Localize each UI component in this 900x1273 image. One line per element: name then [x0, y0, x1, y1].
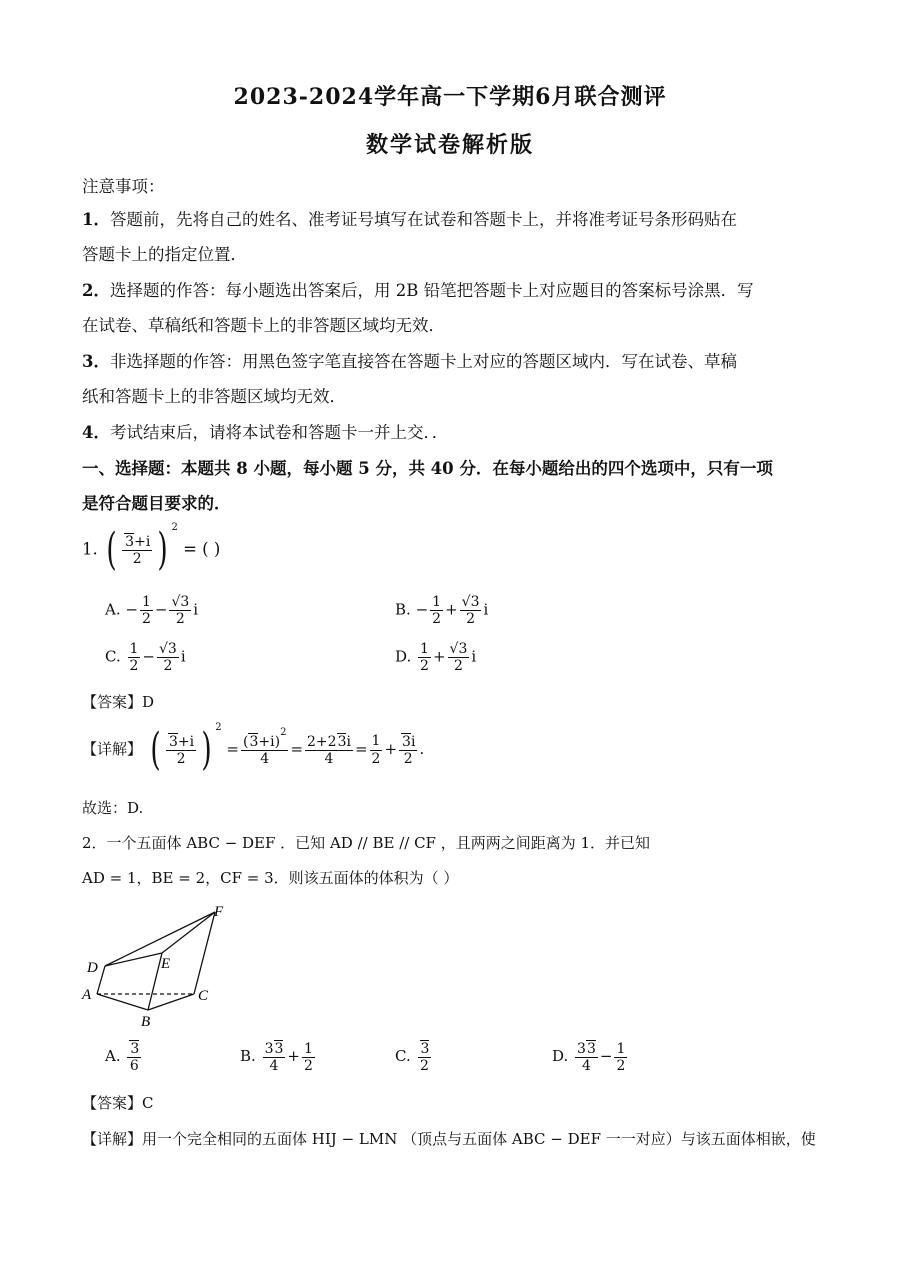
vertex-label-c: C: [198, 988, 209, 1004]
q2-stem-line1: 2．一个五面体 ABC − DEF ．已知 AD // BE // CF ，且两两之间距离为 1．并已知: [82, 834, 651, 852]
vertex-label-a: A: [82, 987, 92, 1003]
vertex-label-b: B: [141, 1014, 151, 1030]
pentahedron-figure: [78, 898, 238, 1038]
q1-option-b: B. − $\frac{1}{2}$ + $\frac{√3}{2}$ i: [395, 594, 489, 628]
q2-option-c: C. $\frac{3}{2}$: [395, 1041, 430, 1075]
vertex-label-d: D: [87, 960, 98, 976]
q1-stem: 1. ( $\frac{3+i}{2}$ ) $^2$ = ( ): [82, 522, 221, 575]
section-heading-cont: 是符合题目要求的．: [82, 494, 231, 513]
notice-item-3: 3．非选择题的作答：用黑色签字笔直接答在答题卡上对应的答题区域内．写在试卷、草稿: [82, 352, 737, 371]
notice-item-4: 4．考试结束后，请将本试卷和答题卡一并上交．．: [82, 423, 449, 442]
q1-option-a: A. − $\frac{1}{2}$ − $\frac{√3}{2}$ i: [105, 594, 199, 628]
q1-option-c: C. $\frac{1}{2}$ − $\frac{√3}{2}$ i: [105, 641, 186, 675]
q1-option-d: D. $\frac{1}{2}$ + $\frac{√3}{2}$ i: [395, 641, 477, 675]
page-title: 2023-2024学年高一下学期6月联合测评: [233, 84, 667, 110]
q2-option-d: D. $\frac{33}{4}$ − $\frac{1}{2}$: [552, 1040, 626, 1075]
page-subtitle: 数学试卷解析版: [365, 132, 534, 158]
notice-item-3-cont: 纸和答题卡上的非答题区域均无效．: [82, 387, 346, 406]
notice-item-1: 1．答题前，先将自己的姓名、准考证号填写在试卷和答题卡上，并将准考证号条形码贴在: [82, 210, 737, 229]
q1-detail: 【详解】 ( $\frac{3+i}{2}$ ) $^2$ = $\frac{(3+i)^2}{4}$ = $\frac{2+23i}{4}$ = $\frac{1}{2}$ + $\frac{3i}{2}$ .: [82, 722, 425, 775]
section-heading: 一、选择题：本题共 8 小题，每小题 5 分，共 40 分．在每小题给出的四个选项中，只有一项: [82, 459, 773, 478]
q2-option-a: A. $\frac{3}{6}$: [105, 1041, 140, 1075]
q1-conclusion: 故选：D.: [82, 799, 144, 817]
vertex-label-f: F: [214, 904, 224, 920]
notice-item-1-cont: 答题卡上的指定位置．: [82, 245, 247, 264]
notice-item-2: 2．选择题的作答：每小题选出答案后，用 2B 铅笔把答题卡上对应题目的答案标号涂黑．写: [82, 281, 754, 300]
q2-answer: 【答案】C: [82, 1094, 154, 1112]
q2-detail: 【详解】用一个完全相同的五面体 HIJ − LMN （顶点与五面体 ABC − DEF 一一对应）与该五面体相嵌，使: [82, 1130, 816, 1148]
q2-option-b: B. $\frac{33}{4}$ + $\frac{1}{2}$: [240, 1040, 313, 1075]
q1-answer: 【答案】D: [82, 693, 155, 711]
notice-heading: 注意事项：: [82, 177, 165, 196]
notice-item-2-cont: 在试卷、草稿纸和答题卡上的非答题区域均无效．: [82, 316, 445, 335]
vertex-label-e: E: [161, 956, 171, 972]
q2-stem-line2: AD = 1，BE = 2，CF = 3．则该五面体的体积为（ ）: [82, 869, 459, 887]
